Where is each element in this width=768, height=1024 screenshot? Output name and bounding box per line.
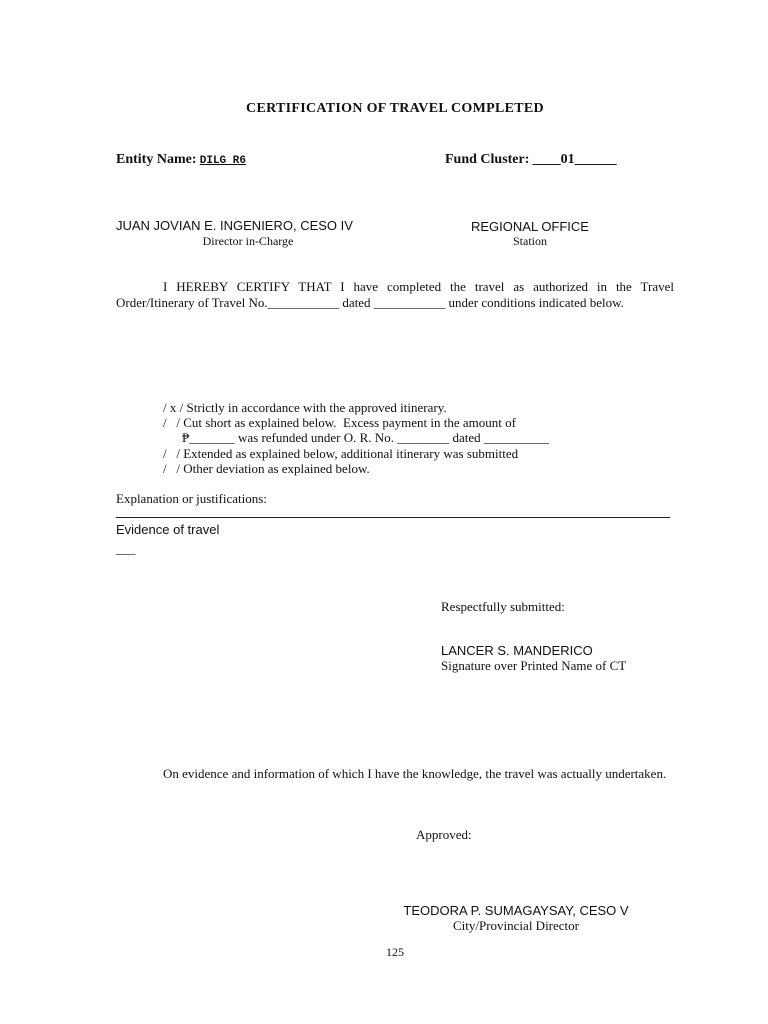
- director-title: Director in-Charge: [202, 234, 294, 248]
- approver-name: TEODORA P. SUMAGAYSAY, CESO V: [403, 903, 629, 918]
- approver-title: City/Provincial Director: [452, 918, 579, 933]
- fund-cluster-label: Fund Cluster:: [445, 152, 530, 167]
- page-number: 125: [386, 945, 404, 959]
- explanation-label: Explanation or justifications:: [116, 491, 267, 506]
- fund-cluster-value: ____01______: [532, 152, 617, 167]
- page-title: CERTIFICATION OF TRAVEL COMPLETED: [246, 101, 544, 116]
- option-cut-short: / / Cut short as explained below. Excess payment in the amount of: [163, 415, 516, 430]
- option-other-deviation: / / Other deviation as explained below.: [163, 461, 370, 476]
- submitted-label: Respectfully submitted:: [441, 599, 565, 614]
- entity-name-row: [116, 151, 246, 168]
- station-name: REGIONAL OFFICE: [471, 219, 589, 234]
- explanation-rule: [116, 517, 670, 518]
- entity-name-value: DILG R6: [199, 155, 246, 167]
- evidence-paragraph: On evidence and information of which I have the knowledge, the travel was actually undertaken.: [163, 766, 667, 781]
- station-label: Station: [512, 234, 547, 248]
- evidence-blank: ___: [116, 541, 136, 556]
- fund-cluster-row: [445, 151, 617, 168]
- entity-name-label: Entity Name:: [116, 152, 197, 167]
- submitter-name: LANCER S. MANDERICO: [441, 643, 593, 658]
- approved-label: Approved:: [416, 827, 472, 842]
- option-strictly: / x / Strictly in accordance with the approved itinerary.: [163, 400, 447, 415]
- director-name: JUAN JOVIAN E. INGENIERO, CESO IV: [116, 218, 353, 233]
- option-refund-line: ₱_______ was refunded under O. R. No. ________ dated __________: [182, 430, 549, 445]
- evidence-label: Evidence of travel: [116, 522, 220, 537]
- option-extended: / / Extended as explained below, additional itinerary was submitted: [163, 446, 519, 461]
- submitter-caption: Signature over Printed Name of CT: [441, 658, 627, 673]
- certify-paragraph: I HEREBY CERTIFY THAT I have completed the travel as authorized in the Travel Order/Itinerary of Travel No.___________ dated ___________ under conditions indicated below.: [116, 279, 674, 310]
